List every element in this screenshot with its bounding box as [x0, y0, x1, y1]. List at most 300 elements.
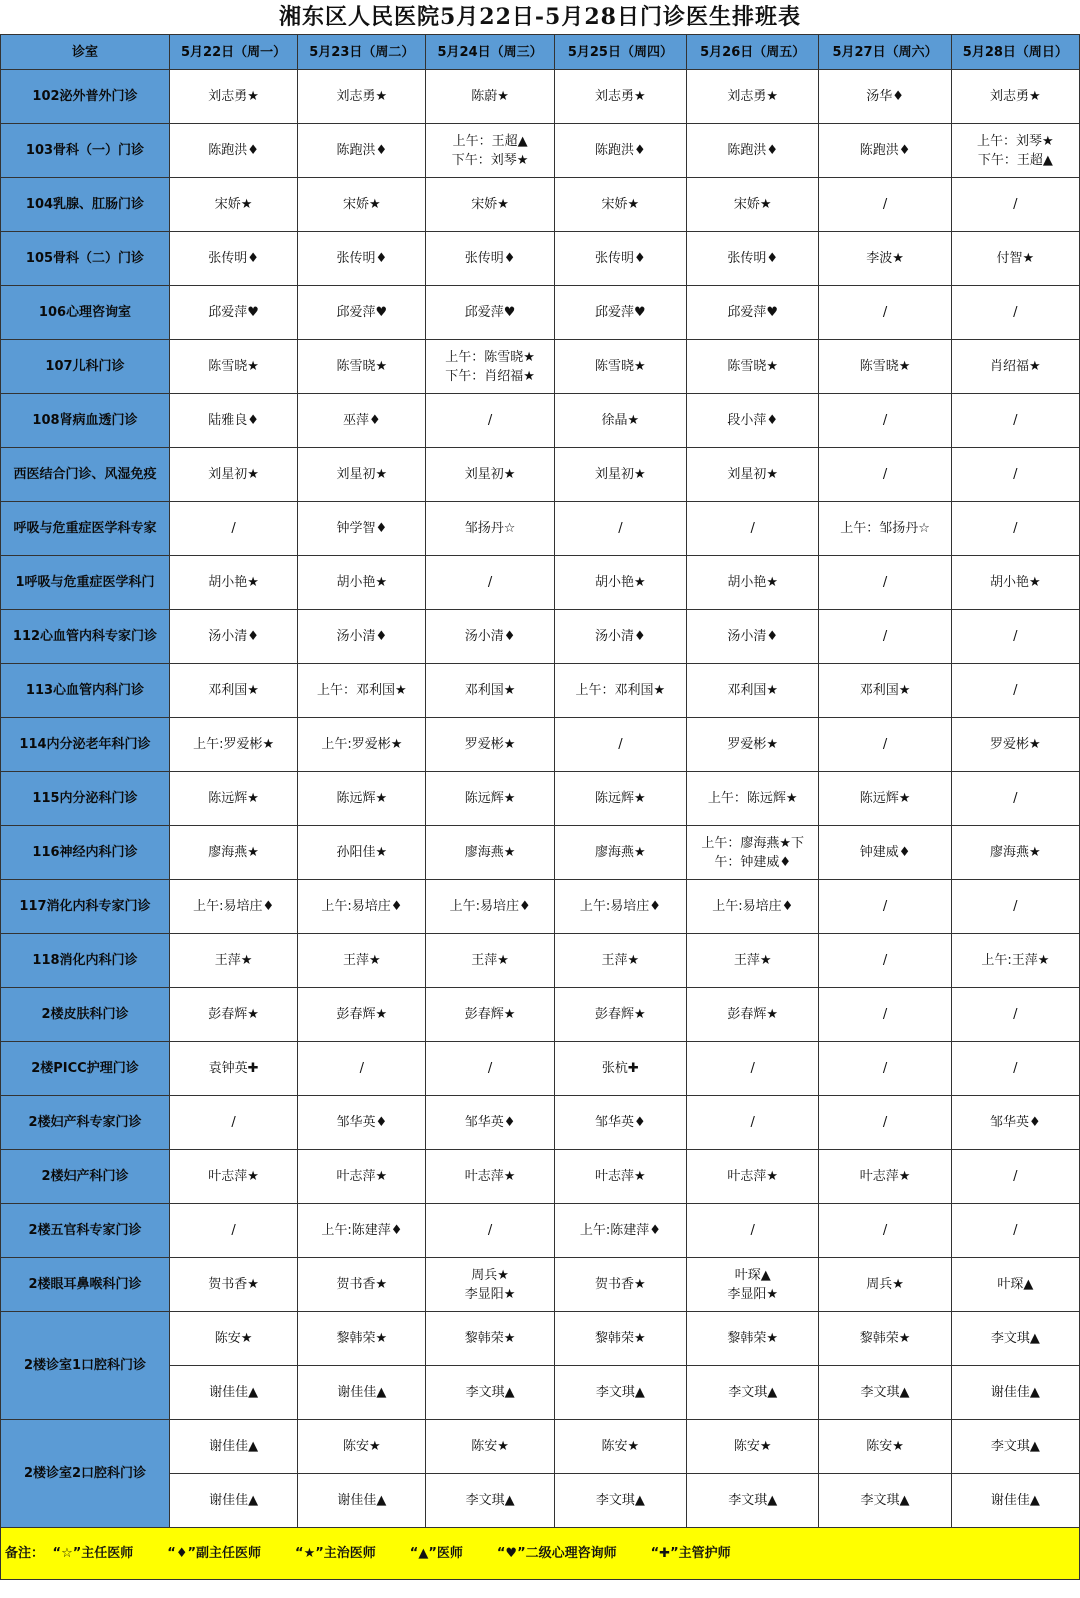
doctor-entry: 陈跑洪♦ — [208, 143, 259, 158]
header-row — [1, 35, 1080, 70]
doctor-entry: / — [1013, 899, 1018, 914]
schedule-cell — [554, 1474, 686, 1528]
doctor-entry: 胡小艳★ — [727, 575, 779, 590]
doctor-entry: / — [882, 1007, 888, 1022]
table-row — [1, 1096, 1080, 1150]
schedule-cell — [819, 1312, 951, 1366]
doctor-entry: 谢佳佳▲ — [990, 1385, 1040, 1400]
schedule-cell — [819, 664, 951, 718]
doctor-entry: 张传明♦ — [595, 251, 646, 266]
doctor-entry: / — [1013, 1007, 1018, 1022]
schedule-cell — [819, 1258, 951, 1312]
doctor-entry: 午：钟建威♦ — [714, 854, 792, 870]
schedule-cell — [819, 124, 951, 178]
schedule-cell — [951, 286, 1079, 340]
schedule-cell — [687, 1258, 819, 1312]
doctor-entry: 上午:易培庄♦ — [321, 899, 403, 914]
doctor-entry: 陈安★ — [214, 1331, 253, 1346]
schedule-cell — [819, 178, 951, 232]
doctor-entry: 李文琪▲ — [465, 1493, 515, 1508]
doctor-entry: 陈安★ — [601, 1439, 640, 1454]
room-name: 102泌外普外门诊 — [1, 70, 170, 124]
schedule-cell — [426, 610, 554, 664]
schedule-cell — [819, 988, 951, 1042]
legend-note — [0, 1528, 1080, 1580]
doctor-entry: / — [359, 1061, 365, 1076]
schedule-cell — [819, 502, 951, 556]
schedule-cell — [298, 448, 426, 502]
doctor-entry: / — [882, 413, 888, 428]
schedule-cell — [169, 1150, 297, 1204]
doctor-entry: / — [1013, 521, 1018, 536]
doctor-entry: 汤小清♦ — [727, 629, 779, 644]
doctor-entry: 李文琪▲ — [595, 1385, 645, 1400]
doctor-entry: 钟建威♦ — [859, 845, 911, 860]
schedule-cell — [169, 556, 297, 610]
doctor-entry: 谢佳佳▲ — [209, 1385, 259, 1400]
schedule-cell — [687, 1042, 819, 1096]
doctor-entry: 陈雪晓★ — [595, 359, 646, 374]
schedule-cell — [298, 1420, 426, 1474]
doctor-entry: 陈雪晓★ — [727, 359, 779, 374]
schedule-cell — [819, 826, 951, 880]
table-row — [1, 664, 1080, 718]
schedule-cell — [554, 718, 686, 772]
schedule-cell — [298, 286, 426, 340]
schedule-cell — [819, 286, 951, 340]
doctor-entry: 彭春辉★ — [464, 1007, 516, 1022]
doctor-entry: 胡小艳★ — [336, 575, 388, 590]
doctor-entry: / — [1013, 467, 1018, 482]
schedule-cell — [951, 502, 1079, 556]
schedule-cell — [169, 934, 297, 988]
schedule-cell — [426, 1150, 554, 1204]
doctor-entry: 陈远辉★ — [208, 791, 259, 806]
doctor-entry: 宋娇★ — [733, 197, 772, 212]
doctor-entry: 李文琪▲ — [595, 1493, 645, 1508]
doctor-entry: 邓利国★ — [464, 683, 516, 698]
schedule-cell — [169, 1420, 297, 1474]
schedule-cell — [169, 1204, 297, 1258]
doctor-entry: 王萍★ — [601, 953, 640, 968]
schedule-cell — [554, 1420, 686, 1474]
page-title: 湘东区人民医院5月22日-5月28日门诊医生排班表 — [279, 4, 801, 30]
schedule-cell — [819, 70, 951, 124]
room-name: 113心血管内科门诊 — [1, 664, 170, 718]
doctor-entry: 黎韩荣★ — [336, 1331, 388, 1346]
room-name: 2楼妇产科专家门诊 — [1, 1096, 170, 1150]
schedule-cell — [687, 502, 819, 556]
doctor-entry: 上午:陈建萍♦ — [321, 1223, 403, 1238]
doctor-entry: 叶志萍★ — [859, 1169, 911, 1184]
schedule-cell — [951, 178, 1079, 232]
schedule-cell — [687, 1366, 819, 1420]
doctor-entry: / — [618, 521, 623, 536]
schedule-cell — [687, 1420, 819, 1474]
schedule-cell — [951, 1204, 1079, 1258]
schedule-cell — [169, 1042, 297, 1096]
schedule-cell — [298, 556, 426, 610]
doctor-entry: 陈蔚★ — [471, 89, 509, 104]
doctor-entry: 邹华英♦ — [595, 1115, 646, 1130]
schedule-cell — [687, 988, 819, 1042]
doctor-entry: 陈安★ — [343, 1439, 381, 1454]
doctor-entry: 黎韩荣★ — [595, 1331, 646, 1346]
doctor-entry: 陈安★ — [733, 1439, 772, 1454]
doctor-entry: 谢佳佳▲ — [337, 1385, 387, 1400]
doctor-entry: / — [750, 1061, 755, 1076]
doctor-entry: 上午:易培庄♦ — [449, 899, 531, 914]
doctor-entry: 下午：刘琴★ — [451, 152, 529, 168]
schedule-cell — [169, 232, 297, 286]
schedule-cell — [951, 826, 1079, 880]
schedule-cell — [169, 718, 297, 772]
schedule-cell — [426, 1366, 554, 1420]
schedule-cell — [169, 1312, 297, 1366]
schedule-cell — [951, 772, 1079, 826]
doctor-entry: 李文琪▲ — [465, 1385, 515, 1400]
doctor-entry: 胡小艳★ — [595, 575, 646, 590]
room-name: 呼吸与危重症医学科专家 — [1, 502, 170, 556]
doctor-entry: 陈雪晓★ — [208, 359, 259, 374]
schedule-cell — [169, 988, 297, 1042]
doctor-entry: / — [1013, 413, 1018, 428]
doctor-entry: 邓利国★ — [727, 683, 779, 698]
doctor-entry: 贺书香★ — [208, 1277, 259, 1292]
doctor-entry: 黎韩荣★ — [859, 1331, 911, 1346]
table-row — [1, 1042, 1080, 1096]
room-name: 107儿科门诊 — [1, 340, 170, 394]
doctor-entry: 王萍★ — [733, 953, 772, 968]
room-name: 西医结合门诊、风湿免疫 — [1, 448, 170, 502]
schedule-cell — [298, 1258, 426, 1312]
schedule-cell — [298, 988, 426, 1042]
schedule-cell — [426, 70, 554, 124]
doctor-entry: 廖海燕★ — [990, 845, 1041, 860]
doctor-entry: 张传明♦ — [727, 251, 779, 266]
doctor-entry: / — [882, 575, 888, 590]
doctor-entry: 付智★ — [996, 251, 1035, 266]
schedule-cell — [554, 1096, 686, 1150]
header-day: 5月24日（周三） — [426, 35, 554, 70]
doctor-entry: 周兵★ — [471, 1267, 509, 1283]
schedule-cell — [819, 1420, 951, 1474]
header-day: 5月27日（周六） — [819, 35, 951, 70]
schedule-cell — [426, 988, 554, 1042]
doctor-entry: 李显阳★ — [727, 1286, 779, 1302]
doctor-entry: 徐晶★ — [601, 413, 640, 428]
schedule-cell — [298, 1096, 426, 1150]
doctor-entry: / — [882, 899, 888, 914]
schedule-cell — [298, 340, 426, 394]
schedule-cell — [687, 178, 819, 232]
doctor-entry: 黎韩荣★ — [727, 1331, 779, 1346]
room-name: 116神经内科门诊 — [1, 826, 170, 880]
table-row — [1, 826, 1080, 880]
doctor-entry: 汤小清♦ — [464, 629, 516, 644]
doctor-entry: / — [487, 575, 493, 590]
table-row — [1, 178, 1080, 232]
room-name: 112心血管内科专家门诊 — [1, 610, 170, 664]
room-name: 108肾病血透门诊 — [1, 394, 170, 448]
doctor-entry: / — [1013, 683, 1018, 698]
doctor-entry: / — [1013, 1223, 1018, 1238]
doctor-entry: / — [750, 1115, 755, 1130]
schedule-cell — [426, 1204, 554, 1258]
schedule-cell — [554, 556, 686, 610]
doctor-entry: 王萍★ — [471, 953, 509, 968]
doctor-entry: 上午:易培庄♦ — [579, 899, 661, 914]
doctor-entry: / — [882, 1223, 888, 1238]
schedule-cell — [298, 124, 426, 178]
table-row — [1, 1420, 1080, 1474]
schedule-cell — [951, 1096, 1079, 1150]
schedule-cell — [819, 934, 951, 988]
doctor-entry: 黎韩荣★ — [464, 1331, 516, 1346]
doctor-entry: 彭春辉★ — [727, 1007, 779, 1022]
room-name: 2楼诊室1口腔科门诊 — [1, 1312, 170, 1420]
room-name: 2楼皮肤科门诊 — [1, 988, 170, 1042]
schedule-cell — [687, 880, 819, 934]
doctor-entry: 上午:罗爱彬★ — [321, 737, 403, 752]
doctor-entry: 李文琪▲ — [860, 1493, 910, 1508]
doctor-entry: 段小萍♦ — [727, 413, 779, 428]
doctor-entry: 邱爱萍♥ — [595, 305, 646, 320]
table-row — [1, 124, 1080, 178]
schedule-cell — [951, 1150, 1079, 1204]
schedule-cell — [951, 1366, 1079, 1420]
doctor-entry: / — [487, 1223, 493, 1238]
schedule-cell — [687, 340, 819, 394]
table-row — [1, 286, 1080, 340]
schedule-cell — [687, 826, 819, 880]
schedule-cell — [169, 1366, 297, 1420]
schedule-cell — [298, 502, 426, 556]
doctor-entry: 上午：王超▲ — [452, 133, 528, 149]
schedule-cell — [687, 70, 819, 124]
schedule-cell — [169, 286, 297, 340]
doctor-entry: 汤小清♦ — [208, 629, 259, 644]
room-name: 2楼眼耳鼻喉科门诊 — [1, 1258, 170, 1312]
doctor-entry: 陈雪晓★ — [859, 359, 911, 374]
doctor-entry: 肖绍福★ — [990, 359, 1041, 374]
table-row — [1, 1150, 1080, 1204]
doctor-entry: 廖海燕★ — [464, 845, 516, 860]
schedule-cell — [819, 1474, 951, 1528]
schedule-cell — [554, 826, 686, 880]
schedule-cell — [819, 718, 951, 772]
schedule-cell — [426, 1474, 554, 1528]
doctor-entry: 李文琪▲ — [728, 1385, 778, 1400]
room-name: 103骨科（一）门诊 — [1, 124, 170, 178]
schedule-cell — [554, 1312, 686, 1366]
schedule-cell — [554, 1258, 686, 1312]
schedule-cell — [554, 610, 686, 664]
schedule-cell — [554, 286, 686, 340]
schedule-cell — [687, 1474, 819, 1528]
schedule-cell — [426, 1096, 554, 1150]
doctor-entry: 廖海燕★ — [595, 845, 646, 860]
legend-item: “✚”主管护师 — [650, 1546, 731, 1561]
schedule-cell — [426, 502, 554, 556]
schedule-cell — [298, 718, 426, 772]
doctor-entry: 邹扬丹☆ — [464, 521, 516, 536]
doctor-entry: 上午:王萍★ — [981, 953, 1050, 968]
schedule-cell — [169, 1258, 297, 1312]
doctor-entry: 陈跑洪♦ — [336, 143, 388, 158]
doctor-entry: 陈跑洪♦ — [595, 143, 646, 158]
legend-item: “☆”主任医师 — [52, 1546, 134, 1561]
schedule-cell — [298, 934, 426, 988]
doctor-entry: 下午：肖绍福★ — [445, 368, 535, 384]
schedule-cell — [169, 772, 297, 826]
schedule-cell — [426, 880, 554, 934]
schedule-cell — [951, 448, 1079, 502]
table-row — [1, 70, 1080, 124]
doctor-entry: 刘志勇★ — [727, 89, 779, 104]
doctor-entry: 王萍★ — [343, 953, 381, 968]
table-row — [1, 610, 1080, 664]
schedule-cell — [687, 718, 819, 772]
schedule-cell — [687, 610, 819, 664]
schedule-cell — [687, 1150, 819, 1204]
legend-item: “★”主治医师 — [295, 1546, 376, 1561]
room-name: 104乳腺、肛肠门诊 — [1, 178, 170, 232]
doctor-entry: / — [750, 521, 755, 536]
table-row — [1, 718, 1080, 772]
doctor-entry: 邹华英♦ — [464, 1115, 516, 1130]
schedule-cell — [819, 340, 951, 394]
schedule-cell — [951, 934, 1079, 988]
doctor-entry: / — [618, 737, 623, 752]
doctor-entry: 上午：廖海燕★下 — [701, 835, 805, 851]
schedule-cell — [426, 124, 554, 178]
doctor-entry: 张传明♦ — [464, 251, 516, 266]
schedule-cell — [426, 772, 554, 826]
room-name: 118消化内科门诊 — [1, 934, 170, 988]
schedule-cell — [426, 718, 554, 772]
schedule-cell — [687, 394, 819, 448]
schedule-cell — [169, 340, 297, 394]
doctor-entry: / — [231, 1115, 236, 1130]
schedule-cell — [687, 448, 819, 502]
doctor-entry: 上午：邓利国★ — [317, 683, 407, 698]
schedule-cell — [426, 1420, 554, 1474]
schedule-cell — [951, 1420, 1079, 1474]
schedule-cell — [554, 232, 686, 286]
doctor-entry: 陆雅良♦ — [208, 413, 259, 428]
schedule-cell — [554, 1366, 686, 1420]
doctor-entry: 陈跑洪♦ — [859, 143, 911, 158]
doctor-entry: 上午:易培庄♦ — [193, 899, 275, 914]
doctor-entry: / — [882, 305, 888, 320]
schedule-cell — [298, 394, 426, 448]
schedule-cell — [554, 988, 686, 1042]
schedule-cell — [951, 232, 1079, 286]
schedule-cell — [687, 1096, 819, 1150]
schedule-cell — [951, 1042, 1079, 1096]
doctor-entry: 李波★ — [866, 251, 904, 266]
schedule-cell — [951, 394, 1079, 448]
schedule-cell — [687, 286, 819, 340]
doctor-entry: 叶琛▲ — [734, 1267, 771, 1283]
doctor-entry: 陈雪晓★ — [336, 359, 388, 374]
doctor-entry: / — [882, 467, 888, 482]
header-room: 诊室 — [1, 35, 170, 70]
schedule-cell — [819, 610, 951, 664]
schedule-cell — [298, 1366, 426, 1420]
doctor-entry: 孙阳佳★ — [336, 845, 388, 860]
doctor-entry: / — [882, 737, 888, 752]
schedule-cell — [426, 934, 554, 988]
table-row — [1, 772, 1080, 826]
doctor-entry: 袁钟英✚ — [208, 1061, 259, 1076]
doctor-entry: 叶志萍★ — [336, 1169, 388, 1184]
doctor-entry: 陈远辉★ — [336, 791, 388, 806]
schedule-cell — [298, 880, 426, 934]
doctor-entry: 上午:罗爱彬★ — [193, 737, 275, 752]
schedule-cell — [819, 1096, 951, 1150]
room-name: 2楼PICC护理门诊 — [1, 1042, 170, 1096]
schedule-cell — [298, 1312, 426, 1366]
doctor-entry: 下午：王超▲ — [977, 152, 1053, 168]
doctor-entry: / — [487, 413, 493, 428]
schedule-cell — [554, 502, 686, 556]
schedule-cell — [169, 880, 297, 934]
header-day: 5月22日（周一） — [169, 35, 297, 70]
doctor-entry: 陈安★ — [866, 1439, 904, 1454]
schedule-cell — [554, 70, 686, 124]
schedule-cell — [554, 934, 686, 988]
doctor-entry: 李文琪▲ — [860, 1385, 910, 1400]
schedule-cell — [298, 232, 426, 286]
schedule-cell — [169, 1096, 297, 1150]
table-row — [1, 448, 1080, 502]
doctor-entry: 陈跑洪♦ — [727, 143, 779, 158]
schedule-cell — [169, 610, 297, 664]
doctor-entry: / — [1013, 629, 1018, 644]
doctor-entry: 宋娇★ — [601, 197, 640, 212]
table-row — [1, 1312, 1080, 1366]
doctor-entry: 邱爱萍♥ — [727, 305, 779, 320]
doctor-entry: 王萍★ — [214, 953, 253, 968]
doctor-entry: 胡小艳★ — [990, 575, 1041, 590]
doctor-entry: 上午:易培庄♦ — [712, 899, 794, 914]
doctor-entry: 宋娇★ — [214, 197, 253, 212]
legend-prefix: 备注： — [5, 1546, 45, 1561]
schedule-cell — [819, 880, 951, 934]
schedule-cell — [951, 718, 1079, 772]
doctor-entry: 邱爱萍♥ — [208, 305, 259, 320]
schedule-cell — [426, 826, 554, 880]
schedule-cell — [687, 232, 819, 286]
legend-item: “♦”副主任医师 — [167, 1546, 262, 1561]
schedule-cell — [298, 1204, 426, 1258]
doctor-entry: 刘星初★ — [464, 467, 516, 482]
schedule-cell — [819, 1204, 951, 1258]
room-name: 105骨科（二）门诊 — [1, 232, 170, 286]
doctor-entry: 邓利国★ — [208, 683, 259, 698]
table-row — [1, 502, 1080, 556]
doctor-entry: 彭春辉★ — [208, 1007, 259, 1022]
room-name: 114内分泌老年科门诊 — [1, 718, 170, 772]
schedule-cell — [951, 70, 1079, 124]
doctor-entry: 刘志勇★ — [208, 89, 259, 104]
schedule-cell — [819, 1150, 951, 1204]
doctor-entry: / — [882, 1115, 888, 1130]
header-day: 5月23日（周二） — [298, 35, 426, 70]
schedule-cell — [687, 664, 819, 718]
